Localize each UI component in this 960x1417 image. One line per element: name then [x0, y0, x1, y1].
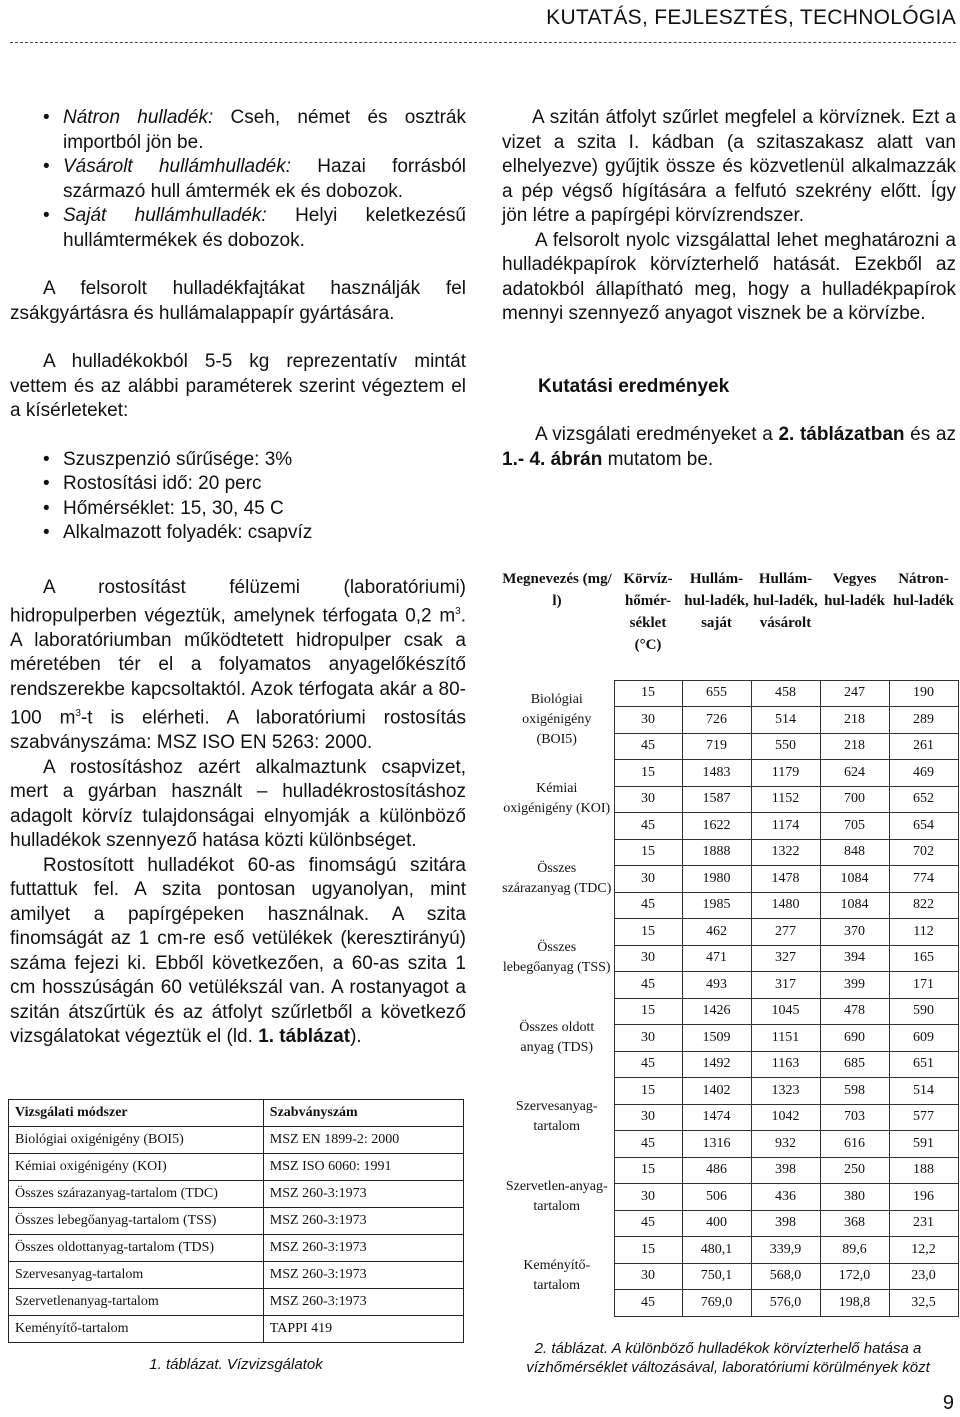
table-cell: TAPPI 419	[263, 1316, 463, 1343]
table-cell: 514	[889, 1078, 958, 1105]
list-item: • Szuszpenzió sűrűsége: 3%	[10, 448, 466, 473]
table-cell: 609	[889, 1025, 958, 1052]
table-row	[9, 1154, 464, 1181]
table-cell: 30	[614, 1025, 682, 1052]
table-cell: 726	[682, 707, 751, 734]
table-cell: 30	[614, 866, 682, 893]
table-cell: 370	[820, 919, 889, 946]
table-cell: 247	[820, 680, 889, 707]
table-cell: 45	[614, 733, 682, 760]
table-cell: 15	[614, 919, 682, 946]
column-header: Hullám-hul-ladék, vásárolt	[753, 571, 818, 631]
page-number: 9	[942, 1392, 954, 1414]
row-group-label: Összes oldott anyag (TDS)	[519, 1019, 595, 1055]
table-cell: 1888	[682, 839, 751, 866]
table-row	[9, 1235, 464, 1262]
table-row	[500, 919, 958, 946]
table-cell: 317	[751, 972, 820, 999]
table-cell: 702	[889, 839, 958, 866]
table-cell: 750,1	[682, 1263, 751, 1290]
table-cell: 45	[614, 892, 682, 919]
table-row	[9, 1289, 464, 1316]
header-rule	[10, 42, 956, 43]
table-cell: 45	[614, 972, 682, 999]
table-cell: 616	[820, 1131, 889, 1158]
list-item: • Nátron hulladék: Cseh, német és osztrák importból jön be.	[10, 106, 466, 155]
paragraph: A rostosítást félüzemi (laboratóriumi) hidropulperben végeztük, amelynek térfogata 0,2 $m^3$. A laboratóriumban működtetett hidropulper csak a méretében tér el a folyamatos anyagelőkészítő rendszerekbe kapcsoltaktól. Azok térfogata akár a 80-100 $m^3-t$ is elérheti. A laboratóriumi rostosítás szabványszáma: MSZ ISO EN 5263: 2000.	[10, 576, 466, 754]
table-row	[500, 998, 958, 1025]
table-cell: 550	[751, 733, 820, 760]
parameter-list	[10, 448, 466, 546]
table-cell: 690	[820, 1025, 889, 1052]
table-cell: 15	[614, 680, 682, 707]
table-cell: 45	[614, 813, 682, 840]
table-cell: 30	[614, 1263, 682, 1290]
table-cell: 1322	[751, 839, 820, 866]
table-cell: MSZ 260-3:1973	[263, 1289, 463, 1316]
table-cell: 30	[614, 1184, 682, 1211]
table-cell: 112	[889, 919, 958, 946]
table-row	[9, 1316, 464, 1343]
table-cell: 458	[751, 680, 820, 707]
column-header: Vegyes hul-ladék	[824, 571, 885, 609]
table-cell: 506	[682, 1184, 751, 1211]
table-cell: Összes lebegőanyag-tartalom (TSS)	[9, 1208, 264, 1235]
table-cell: 932	[751, 1131, 820, 1158]
table-cell: 1985	[682, 892, 751, 919]
table-cell: 398	[751, 1210, 820, 1237]
table-cell: 774	[889, 866, 958, 893]
list-item: • Hőmérséklet: 15, 30, 45 C	[10, 497, 466, 522]
table-cell: 190	[889, 680, 958, 707]
paragraph: A vizsgálati eredményeket a 2. táblázatban és az 1.- 4. ábrán mutatom be.	[502, 424, 956, 470]
table-row	[500, 839, 958, 866]
table-cell: 15	[614, 1078, 682, 1105]
table-cell: 1084	[820, 866, 889, 893]
table-cell: 655	[682, 680, 751, 707]
table-cell: 568,0	[751, 1263, 820, 1290]
table-cell: 218	[820, 733, 889, 760]
table-cell: 15	[614, 839, 682, 866]
table-cell: 261	[889, 733, 958, 760]
table-cell: 1323	[751, 1078, 820, 1105]
section-heading: Kutatási eredmények	[538, 375, 730, 397]
table-cell: 685	[820, 1051, 889, 1078]
table-cell: Biológiai oxigénigény (BOI5)	[9, 1127, 264, 1154]
table-cell: 398	[751, 1157, 820, 1184]
table-cell: 478	[820, 998, 889, 1025]
table-cell: 848	[820, 839, 889, 866]
table-cell: 822	[889, 892, 958, 919]
column-header: Nátron-hul-ladék	[893, 571, 954, 609]
table-cell: 30	[614, 786, 682, 813]
left-column	[10, 106, 466, 1050]
table-cell: Keményítő-tartalom	[9, 1316, 264, 1343]
table-cell: 89,6	[820, 1237, 889, 1264]
table-cell: 769,0	[682, 1290, 751, 1317]
table-cell: 705	[820, 813, 889, 840]
table-cell: Összes szárazanyag-tartalom (TDC)	[9, 1181, 264, 1208]
paragraph: A szitán átfolyt szűrlet megfelel a körvíznek. Ezt a vizet a szita I. kádban (a szitaszakasz alatt van elhelyezve) gyűjtik össze és közvetlenül alkalmazzák a pép végső hígítására a felfutó szekrény előtt. Így jön létre a papírgépi körvízrendszer.	[502, 107, 956, 226]
table-cell: 15	[614, 1157, 682, 1184]
table-cell: 1316	[682, 1131, 751, 1158]
table-cell: 1478	[751, 866, 820, 893]
table-cell: 652	[889, 786, 958, 813]
table-cell: 218	[820, 707, 889, 734]
table-cell: 1426	[682, 998, 751, 1025]
paragraph: A hulladékokból 5-5 kg reprezentatív mintát vettem és az alábbi paraméterek szerint végeztem el a kísérleteket:	[10, 351, 466, 421]
table-cell: 703	[820, 1104, 889, 1131]
row-group-label: Keményítő-tartalom	[523, 1258, 591, 1294]
row-group-label: Összes lebegőanyag (TSS)	[502, 940, 611, 976]
table-cell: 436	[751, 1184, 820, 1211]
table-cell: 514	[751, 707, 820, 734]
table-cell: 400	[682, 1210, 751, 1237]
table-cell: 32,5	[889, 1290, 958, 1317]
table-cell: 15	[614, 760, 682, 787]
table-cell: 1509	[682, 1025, 751, 1052]
table-row	[9, 1262, 464, 1289]
table-cell: MSZ 260-3:1973	[263, 1262, 463, 1289]
table-cell: MSZ EN 1899-2: 2000	[263, 1127, 463, 1154]
table-cell: 1084	[820, 892, 889, 919]
list-item: • Alkalmazott folyadék: csapvíz	[10, 521, 466, 546]
row-group-label: Biológiai oxigénigény (BOI5)	[522, 691, 592, 747]
table-cell: 196	[889, 1184, 958, 1211]
results-table	[500, 566, 959, 1317]
table-row	[500, 760, 958, 787]
table-cell: 1622	[682, 813, 751, 840]
row-group-label: Szervetlen-anyag-tartalom	[505, 1178, 608, 1214]
table-cell: 654	[889, 813, 958, 840]
table-cell: Szervesanyag-tartalom	[9, 1262, 264, 1289]
table-cell: 1045	[751, 998, 820, 1025]
table-cell: 1474	[682, 1104, 751, 1131]
table-cell: 171	[889, 972, 958, 999]
table-cell: 577	[889, 1104, 958, 1131]
table-cell: 480,1	[682, 1237, 751, 1264]
table-cell: 1480	[751, 892, 820, 919]
table-cell: Szervetlenanyag-tartalom	[9, 1289, 264, 1316]
table-cell: MSZ ISO 6060: 1991	[263, 1154, 463, 1181]
table-cell: 172,0	[820, 1263, 889, 1290]
table-cell: 469	[889, 760, 958, 787]
table-cell: 591	[889, 1131, 958, 1158]
table-cell: 700	[820, 786, 889, 813]
table-1-caption: 1. táblázat. Vízvizsgálatok	[149, 1356, 323, 1373]
table-row	[500, 1237, 958, 1264]
table-cell: 15	[614, 998, 682, 1025]
table-row	[500, 680, 958, 707]
table-cell: 462	[682, 919, 751, 946]
table-cell: 1163	[751, 1051, 820, 1078]
table-cell: 45	[614, 1131, 682, 1158]
table-row	[9, 1208, 464, 1235]
column-header: Vizsgálati módszer	[9, 1100, 264, 1127]
paragraph: A rostosításhoz azért alkalmaztunk csapvizet, mert a gyárban használt – hulladékrostosításhoz adagolt körvíz tulajdonságai elnyomják a különböző hulladékok szennyező hatása közti különbséget.	[10, 756, 466, 852]
table-cell: 1587	[682, 786, 751, 813]
column-header: Hullám-hul-ladék, saját	[684, 571, 749, 631]
methods-table	[8, 1099, 464, 1343]
table-cell: 45	[614, 1210, 682, 1237]
table-cell: 651	[889, 1051, 958, 1078]
table-cell: 1402	[682, 1078, 751, 1105]
table-cell: 188	[889, 1157, 958, 1184]
list-item: • Vásárolt hullámhulladék: Hazai forrásból származó hull ámtermék ek és dobozok.	[10, 155, 466, 204]
column-header: Körvíz-hőmér-séklet (°C)	[623, 571, 673, 653]
table-cell: 23,0	[889, 1263, 958, 1290]
table-cell: 1980	[682, 866, 751, 893]
table-cell: 198,8	[820, 1290, 889, 1317]
table-1	[8, 1099, 464, 1343]
column-header: Szabványszám	[263, 1100, 463, 1127]
right-column	[502, 106, 956, 472]
table-cell: 1483	[682, 760, 751, 787]
table-cell: 45	[614, 1290, 682, 1317]
table-cell: 1492	[682, 1051, 751, 1078]
running-header: KUTATÁS, FEJLESZTÉS, TECHNOLÓGIA	[546, 6, 956, 29]
row-group-label: Szervesanyag-tartalom	[515, 1099, 598, 1135]
table-cell: 327	[751, 945, 820, 972]
table-cell: 471	[682, 945, 751, 972]
table-cell: 590	[889, 998, 958, 1025]
table-cell: 399	[820, 972, 889, 999]
table-cell: 624	[820, 760, 889, 787]
table-row	[9, 1127, 464, 1154]
waste-type-list	[10, 106, 466, 253]
paragraph: A felsorolt nyolc vizsgálattal lehet meghatározni a hulladékpapírok körvízterhelő hatását. Ezekből az adatokból állapítható meg, hogy a hulladékpapírok mennyi szennyező anyagot visznek be a körvízbe.	[502, 229, 956, 324]
table-cell: 598	[820, 1078, 889, 1105]
table-row	[9, 1181, 464, 1208]
table-cell: 15	[614, 1237, 682, 1264]
table-cell: 1152	[751, 786, 820, 813]
table-cell: 231	[889, 1210, 958, 1237]
table-cell: Összes oldottanyag-tartalom (TDS)	[9, 1235, 264, 1262]
table-cell: 719	[682, 733, 751, 760]
table-cell: MSZ 260-3:1973	[263, 1235, 463, 1262]
table-2	[500, 566, 958, 1317]
table-cell: 165	[889, 945, 958, 972]
table-row	[500, 1157, 958, 1184]
table-cell: 30	[614, 1104, 682, 1131]
table-cell: 12,2	[889, 1237, 958, 1264]
column-header: Megnevezés (mg/ l)	[502, 571, 612, 609]
table-cell: MSZ 260-3:1973	[263, 1208, 463, 1235]
table-cell: 1042	[751, 1104, 820, 1131]
table-cell: Kémiai oxigénigény (KOI)	[9, 1154, 264, 1181]
table-cell: 1179	[751, 760, 820, 787]
table-cell: 368	[820, 1210, 889, 1237]
table-cell: 380	[820, 1184, 889, 1211]
list-item: • Rostosítási idő: 20 perc	[10, 472, 466, 497]
paragraph: Rostosított hulladékot 60-as finomságú szitára futtattuk fel. A szita pontosan ugyanolyan, mint amilyet a papírgépeken használnak. A szita finomságát az 1 cm-re eső vetülékek (keresztirányú) száma fejezi ki. Ebből következően, a 60-as szita 1 cm hosszúságán 60 vetülékszál van. A rostanyagot a szitán átszűrtük és az átfolyt szűrletből a következő vizsgálatokat végeztük el (ld. 1. táblázat).	[10, 854, 466, 1048]
table-cell: 30	[614, 707, 682, 734]
table-row	[500, 1078, 958, 1105]
table-cell: 1174	[751, 813, 820, 840]
table-cell: 339,9	[751, 1237, 820, 1264]
table-cell: 486	[682, 1157, 751, 1184]
row-group-label: Kémiai oxigénigény (KOI)	[503, 781, 611, 817]
list-item: • Saját hullámhulladék: Helyi keletkezésű hullámtermékek és dobozok.	[10, 204, 466, 253]
table-cell: 289	[889, 707, 958, 734]
table-2-caption: 2. táblázat. A különböző hulladékok körvízterhelő hatása a vízhőmérséklet változásával, laboratóriumi körülmények közt	[526, 1340, 930, 1376]
paragraph: A felsorolt hulladékfajtákat használják fel zsákgyártásra és hullámalappapír gyártására.	[10, 278, 466, 324]
table-cell: 30	[614, 945, 682, 972]
table-cell: 277	[751, 919, 820, 946]
table-cell: MSZ 260-3:1973	[263, 1181, 463, 1208]
row-group-label: Összes szárazanyag (TDC)	[502, 860, 612, 896]
table-cell: 45	[614, 1051, 682, 1078]
table-cell: 576,0	[751, 1290, 820, 1317]
table-cell: 493	[682, 972, 751, 999]
table-cell: 394	[820, 945, 889, 972]
table-cell: 1151	[751, 1025, 820, 1052]
table-cell: 250	[820, 1157, 889, 1184]
